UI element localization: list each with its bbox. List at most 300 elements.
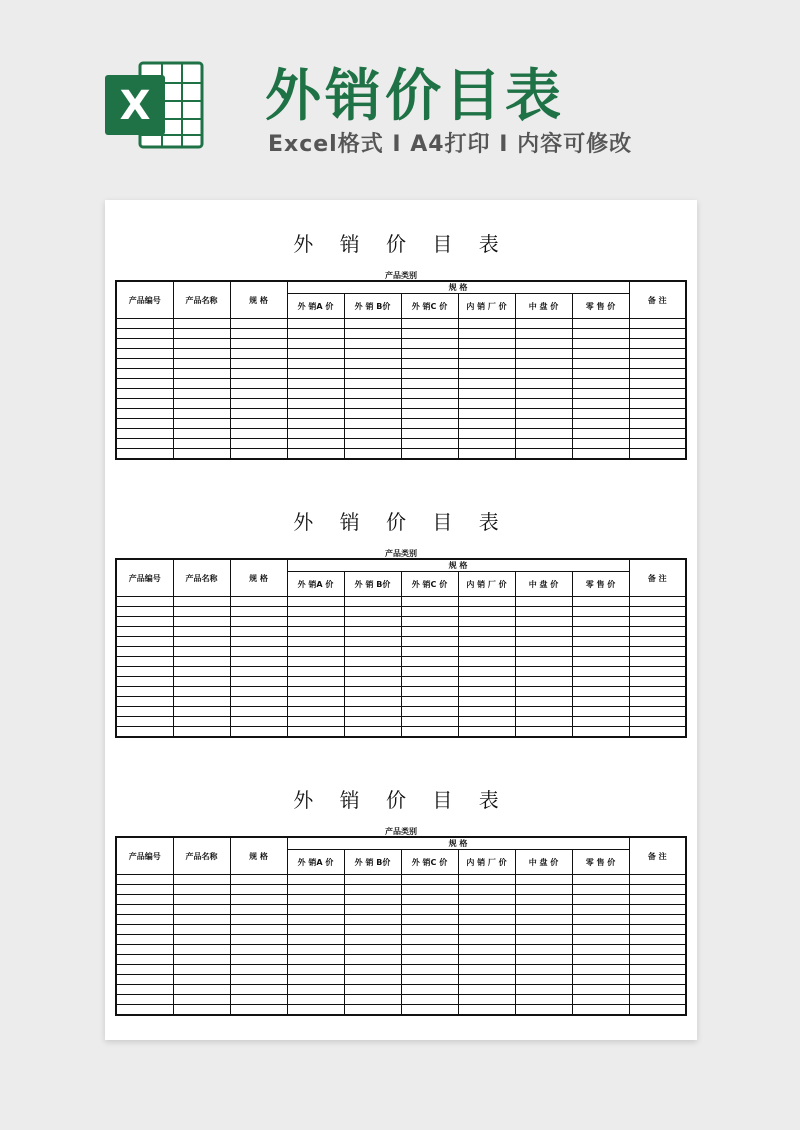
table-cell[interactable] [344,945,401,955]
table-cell[interactable] [173,439,230,449]
table-cell[interactable] [401,449,458,460]
table-cell[interactable] [116,657,173,667]
table-cell[interactable] [344,985,401,995]
table-cell[interactable] [116,319,173,329]
table-cell[interactable] [629,409,686,419]
table-cell[interactable] [230,429,287,439]
table-cell[interactable] [458,429,515,439]
table-cell[interactable] [629,419,686,429]
table-cell[interactable] [458,349,515,359]
table-cell[interactable] [572,657,629,667]
table-cell[interactable] [629,439,686,449]
table-cell[interactable] [230,885,287,895]
table-cell[interactable] [572,627,629,637]
table-cell[interactable] [629,707,686,717]
table-cell[interactable] [344,637,401,647]
table-cell[interactable] [116,389,173,399]
table-cell[interactable] [515,359,572,369]
table-cell[interactable] [515,349,572,359]
table-cell[interactable] [629,995,686,1005]
table-cell[interactable] [287,965,344,975]
table-cell[interactable] [116,349,173,359]
table-cell[interactable] [287,627,344,637]
table-cell[interactable] [458,965,515,975]
table-cell[interactable] [458,915,515,925]
table-cell[interactable] [572,667,629,677]
table-cell[interactable] [515,727,572,738]
table-cell[interactable] [287,647,344,657]
table-cell[interactable] [287,717,344,727]
table-cell[interactable] [116,905,173,915]
table-cell[interactable] [572,319,629,329]
table-cell[interactable] [173,657,230,667]
table-cell[interactable] [515,369,572,379]
table-cell[interactable] [287,945,344,955]
table-cell[interactable] [344,667,401,677]
table-cell[interactable] [515,717,572,727]
table-cell[interactable] [173,339,230,349]
table-cell[interactable] [344,677,401,687]
table-cell[interactable] [572,677,629,687]
table-cell[interactable] [173,707,230,717]
table-cell[interactable] [401,875,458,885]
table-cell[interactable] [458,647,515,657]
table-cell[interactable] [230,359,287,369]
table-cell[interactable] [287,429,344,439]
table-cell[interactable] [572,905,629,915]
table-cell[interactable] [287,329,344,339]
table-cell[interactable] [458,975,515,985]
table-cell[interactable] [116,677,173,687]
table-cell[interactable] [458,667,515,677]
table-cell[interactable] [344,419,401,429]
table-cell[interactable] [401,429,458,439]
table-cell[interactable] [230,617,287,627]
table-cell[interactable] [629,399,686,409]
table-cell[interactable] [173,965,230,975]
table-cell[interactable] [173,955,230,965]
table-cell[interactable] [515,955,572,965]
table-cell[interactable] [116,637,173,647]
table-cell[interactable] [173,885,230,895]
table-cell[interactable] [401,637,458,647]
table-cell[interactable] [515,419,572,429]
table-cell[interactable] [629,369,686,379]
table-cell[interactable] [287,895,344,905]
table-cell[interactable] [230,349,287,359]
table-cell[interactable] [572,875,629,885]
table-cell[interactable] [287,637,344,647]
table-cell[interactable] [458,449,515,460]
table-cell[interactable] [344,727,401,738]
table-cell[interactable] [458,627,515,637]
table-cell[interactable] [515,429,572,439]
table-cell[interactable] [173,389,230,399]
table-cell[interactable] [572,349,629,359]
table-cell[interactable] [116,329,173,339]
table-cell[interactable] [116,399,173,409]
table-cell[interactable] [287,985,344,995]
table-cell[interactable] [116,339,173,349]
table-cell[interactable] [344,647,401,657]
table-cell[interactable] [629,627,686,637]
table-cell[interactable] [458,707,515,717]
table-cell[interactable] [287,607,344,617]
table-cell[interactable] [230,965,287,975]
table-cell[interactable] [344,955,401,965]
table-cell[interactable] [572,687,629,697]
table-cell[interactable] [287,597,344,607]
table-cell[interactable] [230,439,287,449]
table-cell[interactable] [230,687,287,697]
table-cell[interactable] [401,995,458,1005]
table-cell[interactable] [287,409,344,419]
table-cell[interactable] [401,439,458,449]
table-cell[interactable] [287,379,344,389]
table-cell[interactable] [515,945,572,955]
table-cell[interactable] [287,617,344,627]
table-cell[interactable] [173,1005,230,1016]
table-cell[interactable] [116,617,173,627]
table-cell[interactable] [230,875,287,885]
table-cell[interactable] [629,339,686,349]
table-cell[interactable] [287,389,344,399]
table-cell[interactable] [629,935,686,945]
table-cell[interactable] [116,955,173,965]
table-cell[interactable] [458,657,515,667]
table-cell[interactable] [515,399,572,409]
table-cell[interactable] [116,429,173,439]
table-cell[interactable] [515,329,572,339]
table-cell[interactable] [287,657,344,667]
table-cell[interactable] [116,439,173,449]
table-cell[interactable] [230,677,287,687]
table-cell[interactable] [629,925,686,935]
table-cell[interactable] [458,955,515,965]
table-cell[interactable] [230,627,287,637]
table-cell[interactable] [458,389,515,399]
table-cell[interactable] [458,329,515,339]
table-cell[interactable] [287,677,344,687]
table-cell[interactable] [287,707,344,717]
table-cell[interactable] [572,965,629,975]
table-cell[interactable] [515,339,572,349]
table-cell[interactable] [173,687,230,697]
table-cell[interactable] [629,975,686,985]
table-cell[interactable] [401,885,458,895]
table-cell[interactable] [116,985,173,995]
table-cell[interactable] [629,657,686,667]
table-cell[interactable] [401,955,458,965]
table-cell[interactable] [173,319,230,329]
table-cell[interactable] [344,995,401,1005]
table-cell[interactable] [173,935,230,945]
table-cell[interactable] [458,319,515,329]
table-cell[interactable] [116,965,173,975]
table-cell[interactable] [629,359,686,369]
table-cell[interactable] [116,995,173,1005]
table-cell[interactable] [230,925,287,935]
table-cell[interactable] [287,925,344,935]
table-cell[interactable] [401,905,458,915]
table-cell[interactable] [572,717,629,727]
table-cell[interactable] [287,399,344,409]
table-cell[interactable] [230,945,287,955]
table-cell[interactable] [116,707,173,717]
table-cell[interactable] [287,915,344,925]
table-cell[interactable] [401,617,458,627]
table-cell[interactable] [458,945,515,955]
table-cell[interactable] [173,915,230,925]
table-cell[interactable] [458,895,515,905]
table-cell[interactable] [173,727,230,738]
table-cell[interactable] [458,617,515,627]
table-cell[interactable] [230,985,287,995]
table-cell[interactable] [344,687,401,697]
table-cell[interactable] [173,329,230,339]
table-cell[interactable] [515,597,572,607]
table-cell[interactable] [572,727,629,738]
table-cell[interactable] [572,925,629,935]
table-cell[interactable] [515,875,572,885]
table-cell[interactable] [515,915,572,925]
table-cell[interactable] [344,895,401,905]
table-cell[interactable] [458,935,515,945]
table-cell[interactable] [116,895,173,905]
table-cell[interactable] [458,379,515,389]
table-cell[interactable] [458,419,515,429]
table-cell[interactable] [515,637,572,647]
table-cell[interactable] [401,935,458,945]
table-cell[interactable] [401,369,458,379]
table-cell[interactable] [173,985,230,995]
table-cell[interactable] [116,717,173,727]
table-cell[interactable] [344,319,401,329]
table-cell[interactable] [401,965,458,975]
table-cell[interactable] [458,717,515,727]
table-cell[interactable] [458,409,515,419]
table-cell[interactable] [401,627,458,637]
table-cell[interactable] [401,925,458,935]
table-cell[interactable] [287,995,344,1005]
table-cell[interactable] [572,597,629,607]
table-cell[interactable] [458,697,515,707]
table-cell[interactable] [287,905,344,915]
table-cell[interactable] [629,677,686,687]
table-cell[interactable] [173,647,230,657]
table-cell[interactable] [572,379,629,389]
table-cell[interactable] [401,915,458,925]
table-cell[interactable] [458,339,515,349]
table-cell[interactable] [572,995,629,1005]
table-cell[interactable] [287,955,344,965]
table-cell[interactable] [173,667,230,677]
table-cell[interactable] [287,885,344,895]
table-cell[interactable] [572,419,629,429]
table-cell[interactable] [401,419,458,429]
table-cell[interactable] [458,439,515,449]
table-cell[interactable] [287,359,344,369]
table-cell[interactable] [629,945,686,955]
table-cell[interactable] [401,647,458,657]
table-cell[interactable] [116,885,173,895]
table-cell[interactable] [344,707,401,717]
table-cell[interactable] [230,717,287,727]
table-cell[interactable] [515,885,572,895]
table-cell[interactable] [401,717,458,727]
table-cell[interactable] [572,975,629,985]
table-cell[interactable] [515,617,572,627]
table-cell[interactable] [116,687,173,697]
table-cell[interactable] [173,597,230,607]
table-cell[interactable] [173,717,230,727]
table-cell[interactable] [458,677,515,687]
table-cell[interactable] [458,985,515,995]
table-cell[interactable] [344,329,401,339]
table-cell[interactable] [116,449,173,460]
table-cell[interactable] [401,985,458,995]
table-cell[interactable] [116,697,173,707]
table-cell[interactable] [515,687,572,697]
table-cell[interactable] [287,339,344,349]
table-cell[interactable] [629,349,686,359]
table-cell[interactable] [116,925,173,935]
table-cell[interactable] [629,637,686,647]
table-cell[interactable] [230,905,287,915]
table-cell[interactable] [572,449,629,460]
table-cell[interactable] [173,905,230,915]
table-cell[interactable] [173,945,230,955]
table-cell[interactable] [458,1005,515,1016]
table-cell[interactable] [515,677,572,687]
table-cell[interactable] [401,975,458,985]
table-cell[interactable] [629,965,686,975]
table-cell[interactable] [344,339,401,349]
table-cell[interactable] [572,389,629,399]
table-cell[interactable] [230,975,287,985]
table-cell[interactable] [230,667,287,677]
table-cell[interactable] [230,329,287,339]
table-cell[interactable] [344,627,401,637]
table-cell[interactable] [173,607,230,617]
table-cell[interactable] [116,607,173,617]
table-cell[interactable] [458,607,515,617]
table-cell[interactable] [116,597,173,607]
table-cell[interactable] [230,607,287,617]
table-cell[interactable] [572,707,629,717]
table-cell[interactable] [344,597,401,607]
table-cell[interactable] [173,379,230,389]
table-cell[interactable] [344,359,401,369]
table-cell[interactable] [572,985,629,995]
table-cell[interactable] [173,875,230,885]
table-cell[interactable] [401,379,458,389]
table-cell[interactable] [515,697,572,707]
table-cell[interactable] [116,875,173,885]
table-cell[interactable] [344,349,401,359]
table-cell[interactable] [344,905,401,915]
table-cell[interactable] [401,945,458,955]
table-cell[interactable] [230,339,287,349]
table-cell[interactable] [515,627,572,637]
table-cell[interactable] [344,439,401,449]
table-cell[interactable] [173,677,230,687]
table-cell[interactable] [572,369,629,379]
table-cell[interactable] [344,975,401,985]
table-cell[interactable] [572,1005,629,1016]
table-cell[interactable] [230,895,287,905]
table-cell[interactable] [401,667,458,677]
table-cell[interactable] [629,717,686,727]
table-cell[interactable] [572,697,629,707]
table-cell[interactable] [344,617,401,627]
table-cell[interactable] [515,895,572,905]
table-cell[interactable] [629,875,686,885]
table-cell[interactable] [572,617,629,627]
table-cell[interactable] [572,607,629,617]
table-cell[interactable] [515,667,572,677]
table-cell[interactable] [572,399,629,409]
table-cell[interactable] [230,1005,287,1016]
table-cell[interactable] [287,975,344,985]
table-cell[interactable] [629,955,686,965]
table-cell[interactable] [458,359,515,369]
table-cell[interactable] [230,399,287,409]
table-cell[interactable] [629,687,686,697]
table-cell[interactable] [572,647,629,657]
table-cell[interactable] [287,687,344,697]
table-cell[interactable] [287,449,344,460]
table-cell[interactable] [401,607,458,617]
table-cell[interactable] [515,1005,572,1016]
table-cell[interactable] [344,875,401,885]
table-cell[interactable] [629,915,686,925]
table-cell[interactable] [401,895,458,905]
table-cell[interactable] [629,895,686,905]
table-cell[interactable] [629,667,686,677]
table-cell[interactable] [173,449,230,460]
table-cell[interactable] [344,697,401,707]
table-cell[interactable] [572,945,629,955]
table-cell[interactable] [344,389,401,399]
table-cell[interactable] [401,677,458,687]
table-cell[interactable] [458,399,515,409]
table-cell[interactable] [173,369,230,379]
table-cell[interactable] [515,935,572,945]
table-cell[interactable] [230,389,287,399]
table-cell[interactable] [230,379,287,389]
table-cell[interactable] [287,439,344,449]
table-cell[interactable] [572,895,629,905]
table-cell[interactable] [344,369,401,379]
table-cell[interactable] [287,875,344,885]
table-cell[interactable] [515,905,572,915]
table-cell[interactable] [629,1005,686,1016]
table-cell[interactable] [230,409,287,419]
table-cell[interactable] [629,697,686,707]
table-cell[interactable] [515,985,572,995]
table-cell[interactable] [629,449,686,460]
table-cell[interactable] [572,339,629,349]
table-cell[interactable] [515,449,572,460]
table-cell[interactable] [344,607,401,617]
table-cell[interactable] [629,647,686,657]
table-cell[interactable] [230,727,287,738]
table-cell[interactable] [401,697,458,707]
table-cell[interactable] [401,399,458,409]
table-cell[interactable] [629,329,686,339]
table-cell[interactable] [458,597,515,607]
